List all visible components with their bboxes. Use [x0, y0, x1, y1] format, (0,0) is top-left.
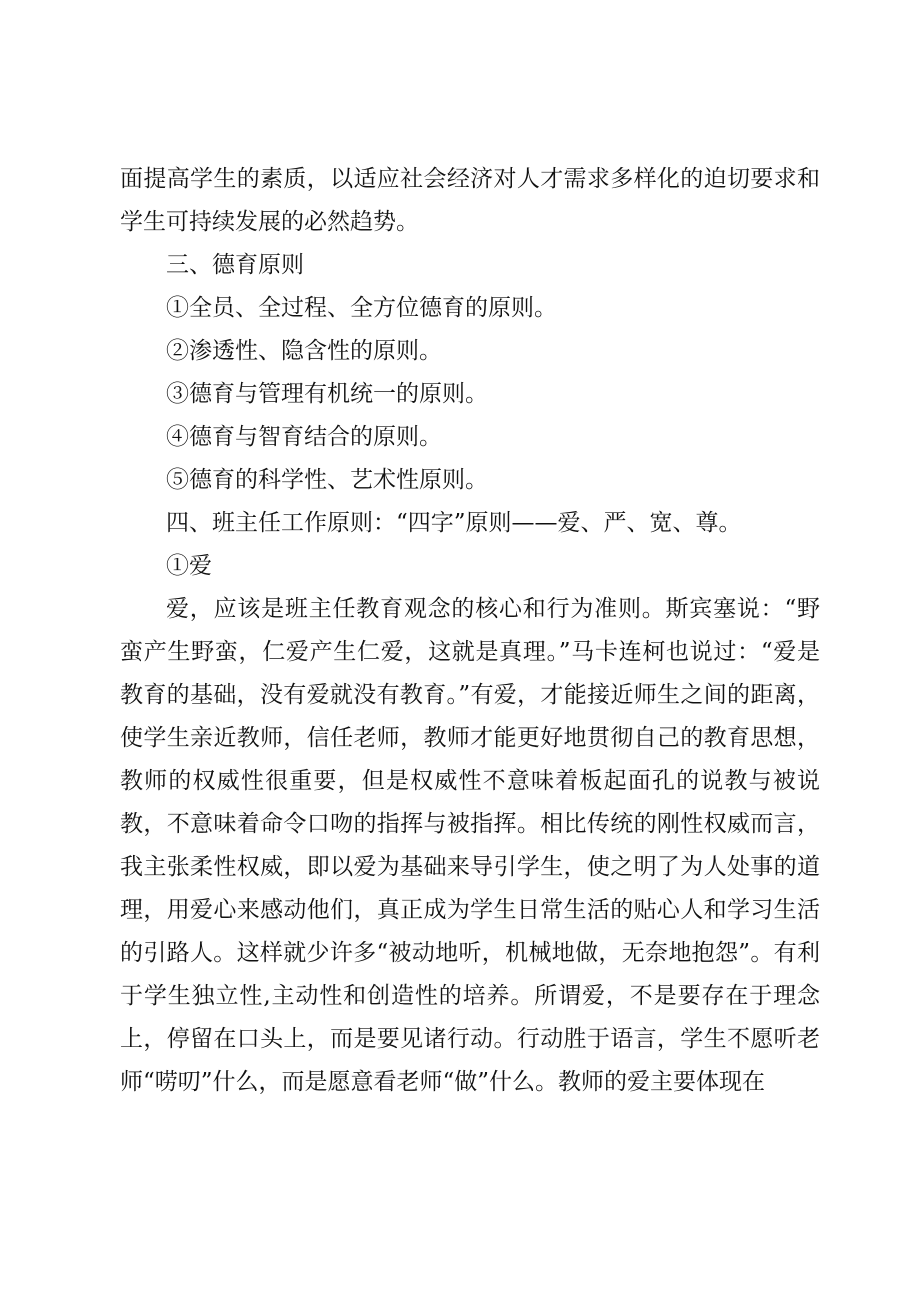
- principle-item-3: ③德育与管理有机统一的原则。: [166, 381, 488, 407]
- principle-item-1: ①全员、全过程、全方位德育的原则。: [166, 295, 557, 321]
- heading-moral-education-principles: 三、德育原则: [166, 252, 304, 278]
- paragraph-love-body: 爱，应该是班主任教育观念的核心和行为准则。斯宾塞说：“野蛮产生野蛮，仁爱产生仁爱，这就是真理。”马卡连柯也说过：“爱是教育的基础，没有爱就没有教育。”有爱，才能接近师生之间的距离，使学生亲近教师，信任老师，教师才能更好地贯彻自己的教育思想，教师的权威性很重要，但是权威性不意味着板起面孔的说教与被说教，不意味着命令口吻的指挥与被指挥。相比传统的刚性权威而言，我主张柔性权威，即以爱为基础来导引学生，使之明了为人处事的道理，用爱心来感动他们，真正成为学生日常生活的贴心人和学习生活的引路人。这样就少许多“被动地听，机械地做，无奈地抱怨”。有利于学生独立性,主动性和创造性的培养。所谓爱，不是要存在于理念上，停留在口头上，而是要见诸行动。行动胜于语言，学生不愿听老师“唠叨”什么，而是愿意看老师“做”什么。教师的爱主要体现在: [120, 596, 820, 1095]
- heading-class-teacher-principles: 四、班主任工作原则：“四字”原则——爱、严、宽、尊。: [166, 510, 742, 536]
- document-body: [120, 158, 820, 1104]
- paragraph-intro-continuation: 面提高学生的素质，以适应社会经济对人才需求多样化的迫切要求和学生可持续发展的必然趋势。: [120, 166, 820, 235]
- principle-item-5: ⑤德育的科学性、艺术性原则。: [166, 467, 488, 493]
- principle-item-2: ②渗透性、隐含性的原则。: [166, 338, 442, 364]
- principle-item-4: ④德育与智育结合的原则。: [166, 424, 442, 450]
- subheading-love: ①爱: [166, 553, 212, 579]
